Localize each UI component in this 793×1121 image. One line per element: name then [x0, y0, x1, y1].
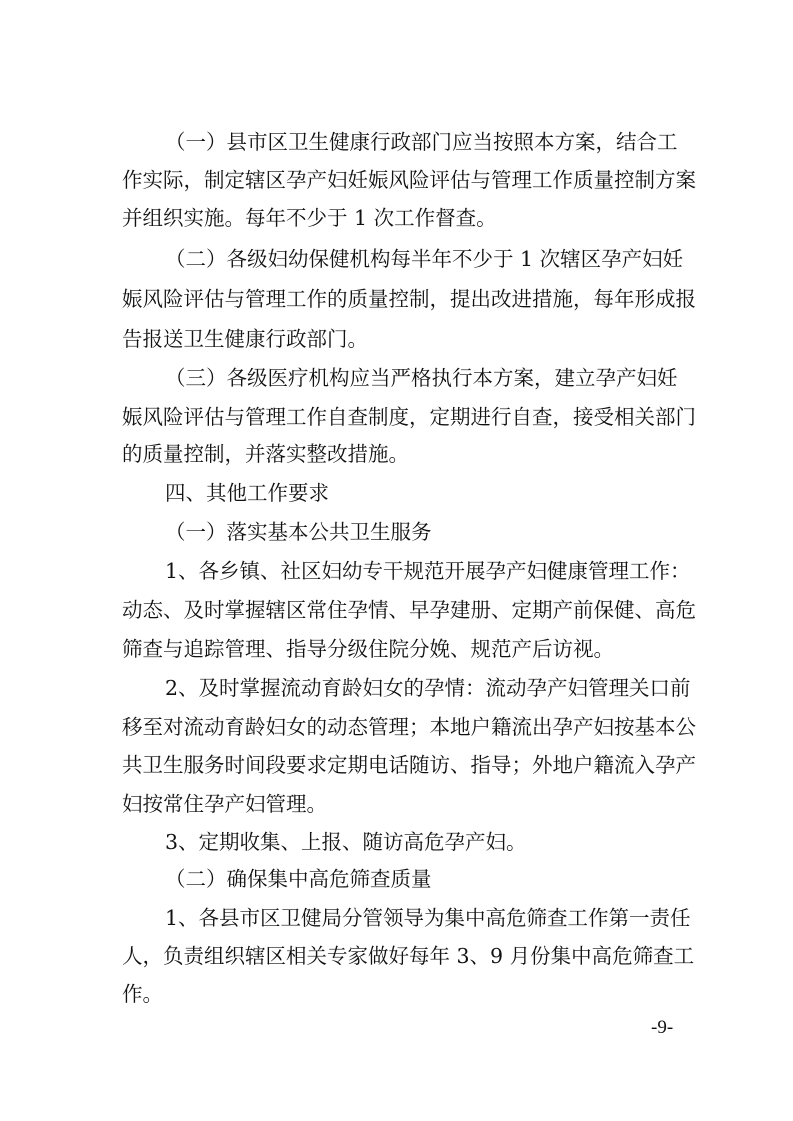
item-2-line-2: 移至对流动育龄妇女的动态管理；本地户籍流出孕产妇按基本公 [122, 715, 696, 739]
item-4-line-3: 作。 [122, 982, 163, 1006]
item-2-line-4: 妇按常住孕产妇管理。 [122, 792, 327, 816]
subsection-heading-2: （二）确保集中高危筛查质量 [165, 867, 432, 891]
item-1-line-3: 筛查与追踪管理、指导分级住院分娩、规范产后访视。 [122, 637, 614, 661]
paragraph-2-line-2: 娠风险评估与管理工作的质量控制，提出改进措施，每年形成报 [122, 287, 696, 311]
item-2-line-1: 2、及时掌握流动育龄妇女的孕情：流动孕产妇管理关口前 [165, 676, 691, 700]
subsection-heading-1: （一）落实基本公共卫生服务 [165, 520, 432, 544]
item-4-line-1: 1、各县市区卫健局分管领导为集中高危筛查工作第一责任 [165, 906, 691, 930]
page-number: -9- [651, 1017, 674, 1038]
paragraph-3-line-2: 娠风险评估与管理工作自查制度，定期进行自查，接受相关部门 [122, 405, 696, 429]
item-3-line-1: 3、定期收集、上报、随访高危孕产妇。 [165, 830, 527, 854]
item-2-line-3: 共卫生服务时间段要求定期电话随访、指导；外地户籍流入孕产 [122, 753, 696, 777]
item-4-line-2: 人，负责组织辖区相关专家做好每年 3、9 月份集中高危筛查工 [122, 944, 695, 968]
paragraph-2-line-1: （二）各级妇幼保健机构每半年不少于 1 次辖区孕产妇妊 [165, 247, 684, 271]
paragraph-2-line-3: 告报送卫生健康行政部门。 [122, 327, 368, 351]
paragraph-1-line-2: 作实际，制定辖区孕产妇妊娠风险评估与管理工作质量控制方案 [122, 168, 696, 192]
paragraph-1-line-1: （一）县市区卫生健康行政部门应当按照本方案，结合工 [165, 130, 678, 154]
paragraph-3-line-3: 的质量控制，并落实整改措施。 [122, 442, 409, 466]
item-1-line-2: 动态、及时掌握辖区常住孕情、早孕建册、定期产前保健、高危 [122, 598, 696, 622]
paragraph-1-line-3: 并组织实施。每年不少于 1 次工作督查。 [122, 206, 497, 230]
paragraph-3-line-1: （三）各级医疗机构应当严格执行本方案，建立孕产妇妊 [165, 366, 678, 390]
section-heading-4: 四、其他工作要求 [165, 481, 329, 505]
item-1-line-1: 1、各乡镇、社区妇幼专干规范开展孕产妇健康管理工作： [165, 559, 691, 583]
